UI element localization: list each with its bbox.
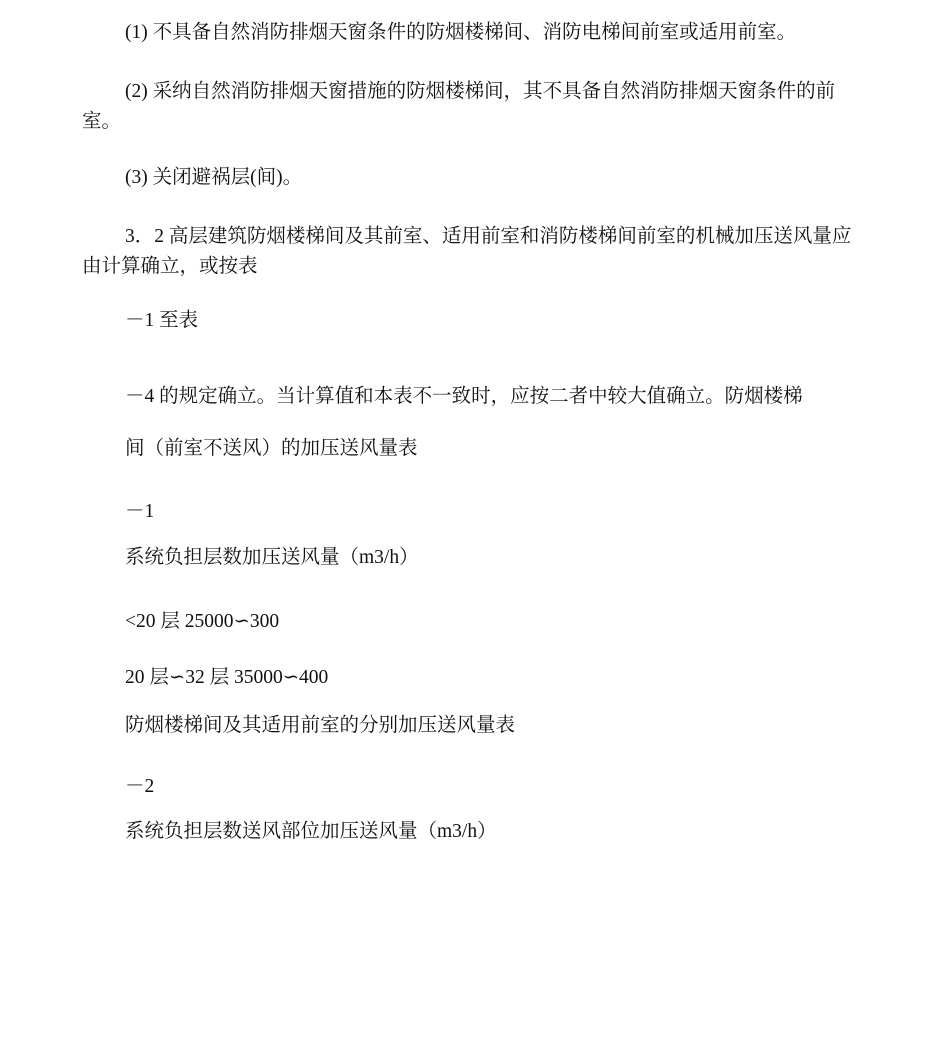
table-label-2: －2 bbox=[125, 776, 155, 797]
paragraph-1: (1) 不具备自然消防排烟天窗条件的防烟楼梯间、消防电梯间前室或适用前室。 bbox=[125, 22, 797, 43]
paragraph-6: －4 的规定确立。当计算值和本表不一致时，应按二者中较大值确立。防烟楼梯 bbox=[125, 386, 803, 407]
table-row-1: <20 层 25000∽300 bbox=[125, 611, 280, 632]
table-title-2: 防烟楼梯间及其适用前室的分别加压送风量表 bbox=[125, 715, 516, 736]
table-header-2: 系统负担层数送风部位加压送风量（m3/h） bbox=[125, 821, 497, 842]
table-header-1: 系统负担层数加压送风量（m3/h） bbox=[125, 547, 419, 568]
paragraph-4: 3．2 高层建筑防烟楼梯间及其前室、适用前室和消防楼梯间前室的机械加压送风量应由计算确立，或按表 bbox=[82, 226, 852, 277]
paragraph-2: (2) 采纳自然消防排烟天窗措施的防烟楼梯间，其不具备自然消防排烟天窗条件的前室。 bbox=[82, 81, 836, 132]
paragraph-5: －1 至表 bbox=[125, 310, 199, 331]
paragraph-7: 间（前室不送风）的加压送风量表 bbox=[125, 438, 418, 459]
table-label-1: －1 bbox=[125, 501, 155, 522]
paragraph-3: (3) 关闭避祸层(间)。 bbox=[125, 167, 303, 188]
table-row-2: 20 层∽32 层 35000∽400 bbox=[125, 667, 329, 688]
